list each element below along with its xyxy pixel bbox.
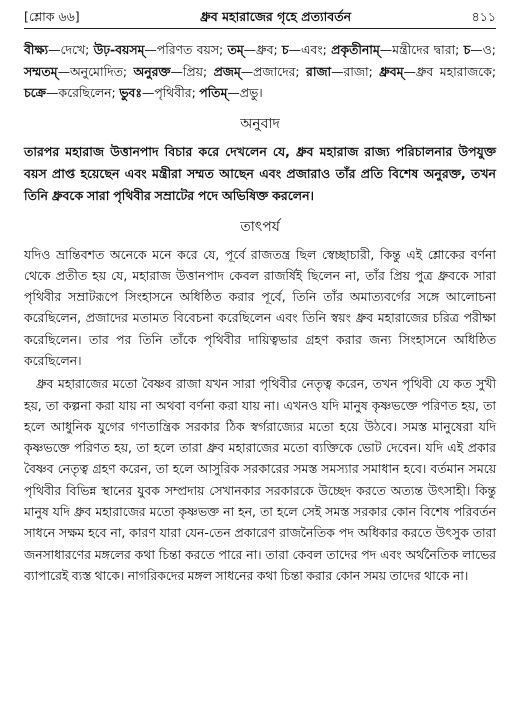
synonym-word: অনুরক্ত — [133, 63, 171, 79]
synonym-meaning: দেখে; — [60, 42, 90, 57]
synonym-meaning: ও; — [482, 42, 496, 57]
purport-paragraph-2: ধ্রুব মহারাজের মতো বৈষ্ণব রাজা যখন সারা পৃথিবীর নেতৃত্ব করেন, তখন পৃথিবী যে কত সুখী হয়, তা কল্পনা করা যায় না অথবা বর্ণনা করা যায় না। এখনও যদি মানুষ কৃষ্ণভক্তে পরিণত হয়, তা হলে আধুনিক যুগের গণতান্ত্রিক সরকার ঠিক স্বর্গরাজ্যের মতো হয়ে উঠবে। সমস্ত মানুষেরা যদি কৃষ্ণভক্তে পরিণত হয়, তা হলে তারা ধ্রুব মহারাজের মতো ব্যক্তিকে ভোট দেবেন। যদি এই প্রকার বৈষ্ণব নেতৃত্ব গ্রহণ করেন, তা হলে আসুরিক সরকারের সমস্ত সমস্যার সমাধান হবে। বর্তমান সময়ে পৃথিবীর বিভিন্ন স্থানের যুবক সম্প্রদায় সেখানকার সরকারকে উচ্ছেদ করতে অত্যন্ত উৎসাহী। কিন্তু মানুষ যদি ধ্রুব মহারাজের মতো কৃষ্ণভক্ত না হন, তা হলে সেই সমস্ত সরকার কোন বিশেষ পরিবর্তন সাধনে সক্ষম হবে না, কারণ যারা যেন-তেন প্রকারেণ রাজনৈতিক পদ অধিকার করতে উৎসুক তারা জনসাধারণের মঙ্গলের কথা চিন্তা করতে পারে না। তারা কেবল তাদের পদ এবং অর্থনৈতিক লাভের ব্যাপারেই ব্যস্ত থাকে। নাগরিকদের মঙ্গল সাধনের কথা চিন্তা করার কোন সময় তাদের থাকে না। — [24, 376, 496, 583]
word-for-word-synonyms: বীক্ষ্য—দেখে; উঢ়-বয়সম্—পরিণত বয়স; তম্—ধ্রুব; চ—এবং; প্রকৃতীনাম্—মন্ত্রীদের দ্বারা; চ—ও; সম্মতম্—অনুমোদিত; অনুরক্ত—প্রিয়; প্রজম্—প্রজাদের; রাজা—রাজা; ধ্রুবম্—ধ্রুব মহারাজকে; চক্রে—করেছিলেন; ভুবঃ—পৃথিবীর; পতিম্—প্রভু। — [24, 42, 496, 100]
chapter-title: ধ্রুব মহারাজের গৃহে প্রত্যাবর্তন — [200, 9, 352, 24]
synonym-word: চ — [281, 42, 289, 57]
synonym-meaning: ধ্রুব মহারাজকে; — [415, 63, 496, 79]
synonym-meaning: পরিণত বয়স; — [156, 42, 224, 57]
synonym-meaning: মন্ত্রীদের দ্বারা; — [392, 42, 460, 57]
running-header — [24, 8, 496, 26]
synonym-meaning: প্রজাদের; — [253, 63, 300, 79]
header-divider — [24, 28, 496, 29]
synonym-meaning: প্রভু। — [239, 85, 263, 100]
synonym-word: প্রজম্ — [213, 63, 241, 79]
synonym-word: চক্রে — [24, 85, 47, 100]
purport-paragraph-1: যদিও ভ্রান্তিবশত অনেকে মনে করে যে, পূর্বে রাজতন্ত্র ছিল স্বেচ্ছাচারী, কিন্তু এই শ্লোকের বর্ণনা থেকে প্রতীত হয় যে, মহারাজ উত্তানপাদ কেবল রাজর্ষিই ছিলেন না, তাঁর প্রিয় পুত্র ধ্রুবকে সারা পৃথিবীর সম্রাটরূপে সিংহাসনে অধিষ্ঠিত করার পূর্বে, তিনি তাঁর অমাত্যবর্গের সঙ্গে আলোচনা করেছিলেন, প্রজাদের মতামত বিবেচনা করেছিলেন এবং তিনি স্বয়ং ধ্রুব মহারাজের চরিত্র পরীক্ষা করেছিলেন। তার পর তিনি তাঁকে পৃথিবীর দায়িত্বভার গ্রহণ করার জন্য সিংহাসনে অধিষ্ঠিত করেছিলেন। — [24, 246, 496, 368]
translation-heading: অনুবাদ — [240, 115, 280, 132]
synonym-meaning: অনুমোদিত; — [69, 63, 128, 79]
purport-heading: তাৎপর্য — [240, 218, 280, 235]
synonym-meaning: এবং; — [301, 42, 327, 57]
synonym-word: তম্ — [227, 42, 244, 57]
synonym-word: উঢ়-বয়সম্ — [93, 42, 145, 57]
synonym-word: প্রকৃতীনাম্ — [331, 42, 380, 57]
synonym-word: ধ্রুবম্ — [379, 63, 404, 79]
synonym-word: পতিম্ — [199, 85, 228, 100]
verse-reference: [শ্লোক ৬৬] — [24, 9, 80, 24]
synonym-word: চ — [463, 42, 471, 57]
synonym-word: রাজা — [306, 63, 332, 79]
synonym-meaning: রাজা; — [343, 63, 373, 79]
synonym-meaning: ধ্রুব; — [256, 42, 278, 57]
synonym-meaning: করেছিলেন; — [58, 85, 116, 100]
page-number: ৪১১ — [471, 9, 496, 24]
synonym-word: বীক্ষ্য — [24, 42, 49, 57]
book-page — [24, 8, 496, 714]
synonym-word: সম্মতম্ — [24, 63, 58, 79]
synonym-meaning: পৃথিবীর; — [154, 85, 196, 100]
synonym-meaning: প্রিয়; — [182, 63, 208, 79]
translation-text: তারপর মহারাজ উত্তানপাদ বিচার করে দেখলেন যে, ধ্রুব মহারাজ রাজ্য পরিচালনার উপযুক্ত বয়স প্রাপ্ত হয়েছেন এবং মন্ত্রীরা সম্মত আছেন এবং প্রজারাও তাঁর প্রতি বিশেষ অনুরক্ত, তখন তিনি ধ্রুবকে সারা পৃথিবীর সম্রাটের পদে অভিষিক্ত করলেন। — [24, 143, 496, 203]
synonym-word: ভুবঃ — [119, 85, 142, 100]
